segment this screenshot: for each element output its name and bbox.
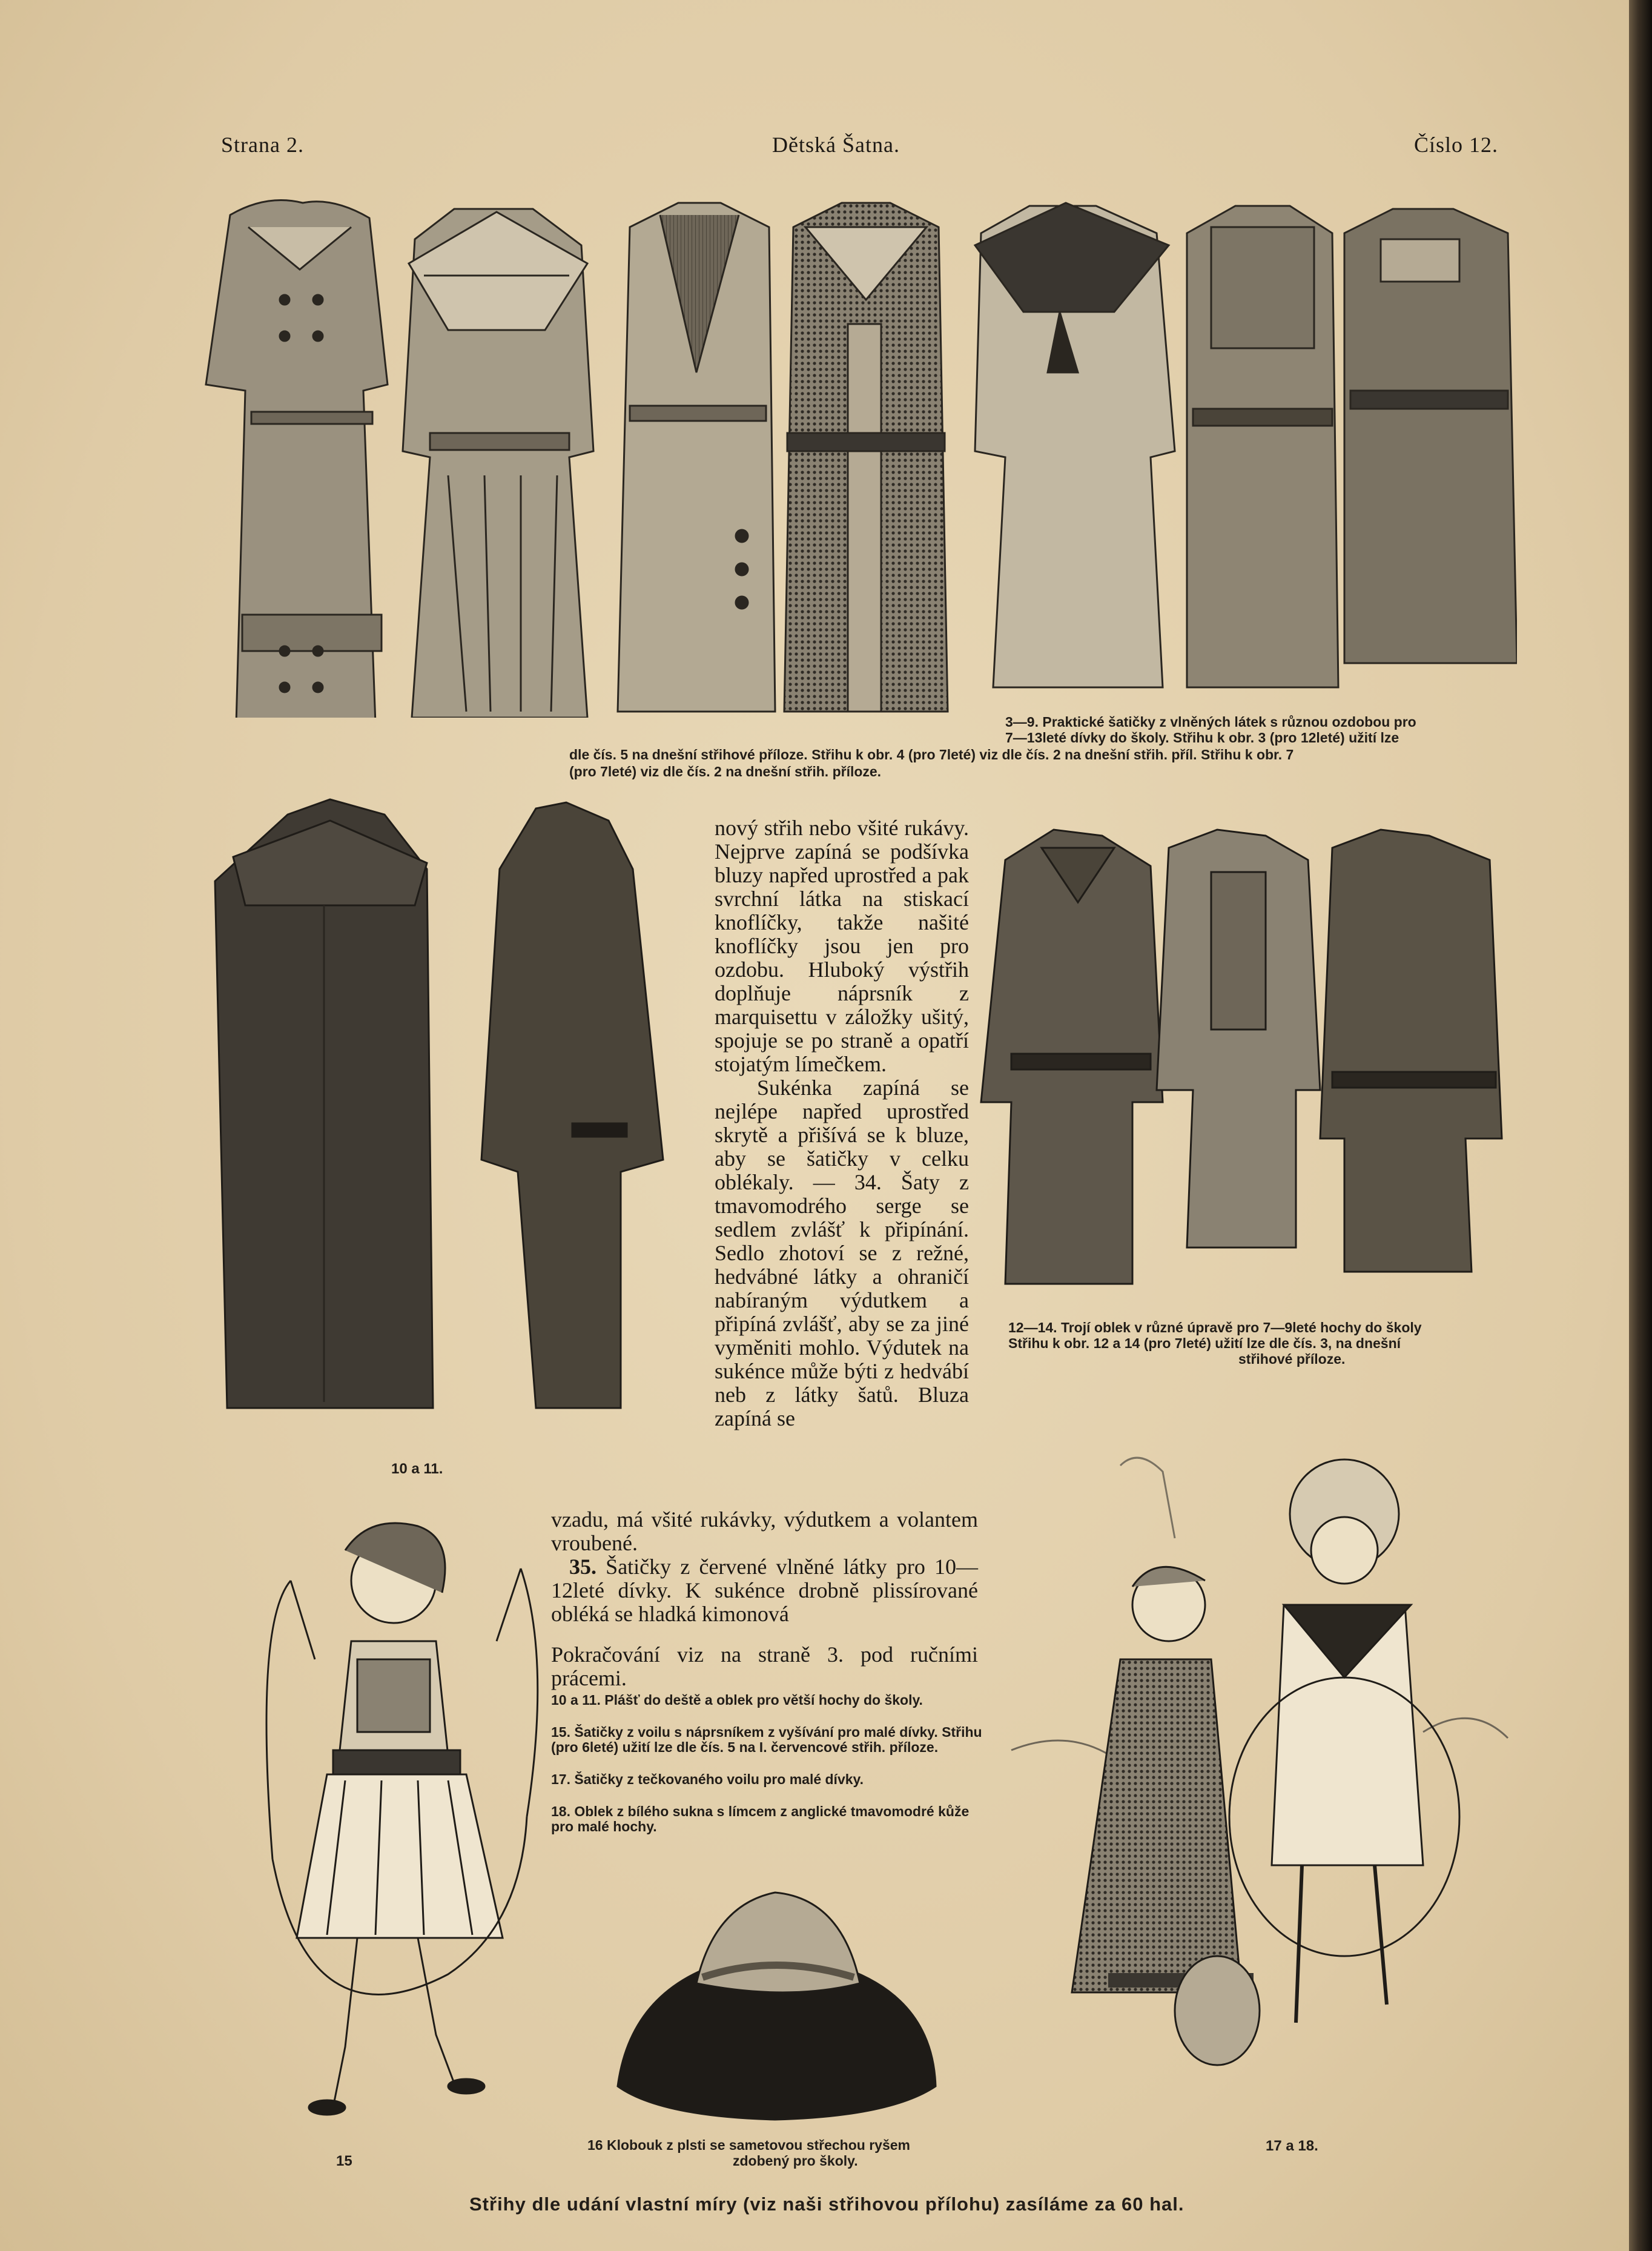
continuation-note: Pokračování viz na straně 3. pod ručními prácemi. <box>551 1642 978 1690</box>
dresses-caption-line-1: 3—9. Praktické šatičky z vlněných látek s různou ozdobou pro <box>1005 714 1416 730</box>
dress-figure-3 <box>206 200 388 718</box>
page-edge <box>1629 0 1652 2251</box>
coats-illustration <box>197 796 724 1453</box>
issue-number: Číslo 12. <box>1414 133 1499 157</box>
dress-figure-5 <box>618 203 775 712</box>
footer-note: Střihy dle udání vlastní míry (viz naši střihovou přílohu) zasíláme za 60 hal. <box>469 2193 1184 2215</box>
legend-item-10: 10 a 11. Plášť do deště a oblek pro větší hochy do školy. <box>551 1692 923 1708</box>
boys-caption-line-1: 12—14. Trojí oblek v různé úpravě pro 7—9leté hochy do školy <box>1008 1320 1422 1335</box>
dresses-caption-line-2: 7—13leté dívky do školy. Střihu k obr. 3 (pro 12leté) užití lze <box>1005 730 1399 745</box>
hat-caption-line-2: zdobený pro školy. <box>733 2153 858 2169</box>
dresses-caption-line-3: dle čís. 5 na dnešní střihové příloze. Střihu k obr. 4 (pro 7leté) viz dle čís. 2 na dnešní střih. příl. Střihu k obr. 7 <box>569 747 1294 762</box>
article-column-1 <box>715 816 969 1430</box>
dress-figure-7 <box>975 203 1175 687</box>
figure-legend <box>551 1693 984 1834</box>
article-paragraph-2: Sukénka zapíná se nejlépe napřed uprostřed skrytě a přišívá se k bluze, aby se šatičky v celku oblékaly. — 34. Šaty z tmavomodrého serge se sedlem zvlášť k připínání. Sedlo zhotoví se z režné, hedvábné látky a ohraničí nabíraným výdutkem a připíná zvlášť, aby se za jiné vyměniti mohlo. Výdutek na sukénce může býti z hedvábí neb z látky šatů. Bluza zapíná se <box>715 1076 969 1430</box>
page-number: Strana 2. <box>221 133 304 157</box>
legend-item-15: 15. Šatičky z voilu s náprsníkem z vyšívání pro malé dívky. Střihu (pro 6leté) užití lze dle čís. 5 na I. červencové střih. příloze. <box>551 1724 982 1755</box>
legend-item-18: 18. Oblek z bílého sukna s límcem z anglické tmavomodré kůže pro malé hochy. <box>551 1803 970 1834</box>
children-hoop-illustration <box>999 1447 1514 2120</box>
girl-figure-number: 15 <box>336 2153 352 2169</box>
figure-35-text: Šatičky z červené vlněné látky pro 10—12leté dívky. K sukénce drobně plissírované obléká se hladká kimonová <box>551 1555 978 1626</box>
article-wide-block <box>551 1508 978 1690</box>
dresses-illustration <box>194 191 1517 718</box>
pair-figure-number: 17 a 18. <box>1266 2138 1318 2154</box>
dress-figure-6 <box>784 203 948 712</box>
girl-jumprope-illustration <box>236 1502 575 2168</box>
article-paragraph-3: vzadu, má všité rukávky, výdutkem a volantem vroubené. <box>551 1507 978 1555</box>
legend-item-17: 17. Šatičky z tečkovaného voilu pro malé dívky. <box>551 1771 864 1787</box>
hat-illustration <box>606 1886 945 2126</box>
boys-caption-line-2: Střihu k obr. 12 a 14 (pro 7leté) užití lze dle čís. 3, na dnešní <box>1008 1335 1401 1351</box>
coats-figure-number: 10 a 11. <box>391 1461 443 1477</box>
dress-figure-4 <box>403 209 593 718</box>
article-paragraph-1: nový střih nebo všité rukávy. Nejprve zapíná se podšívka bluzy napřed uprostřed a pak svrchní látka na stiskací knoflíčky, takže našité knoflíčky jsou jen pro ozdobu. Hluboký výstřih doplňuje náprsník z marquisettu v záložky ušitý, spojuje se po straně a opatří stojatým límečkem. <box>715 816 969 1076</box>
boys-suits-illustration <box>969 811 1508 1296</box>
figure-35-number: 35. <box>569 1555 596 1579</box>
hat-caption-line-1: 16 Klobouk z plsti se sametovou střechou ryšem <box>587 2137 910 2153</box>
article-paragraph-4 <box>551 1555 978 1626</box>
magazine-title: Dětská Šatna. <box>772 133 900 157</box>
boys-caption-line-3: střihové příloze. <box>1238 1351 1346 1367</box>
boys-suit-14 <box>1320 830 1502 1272</box>
dress-figure-9 <box>1344 209 1517 663</box>
dresses-caption-line-4: (pro 7leté) viz dle čís. 2 na dnešní střih. příloze. <box>569 764 882 779</box>
boys-coat-suit <box>481 802 663 1408</box>
dress-figure-8 <box>1187 206 1338 687</box>
